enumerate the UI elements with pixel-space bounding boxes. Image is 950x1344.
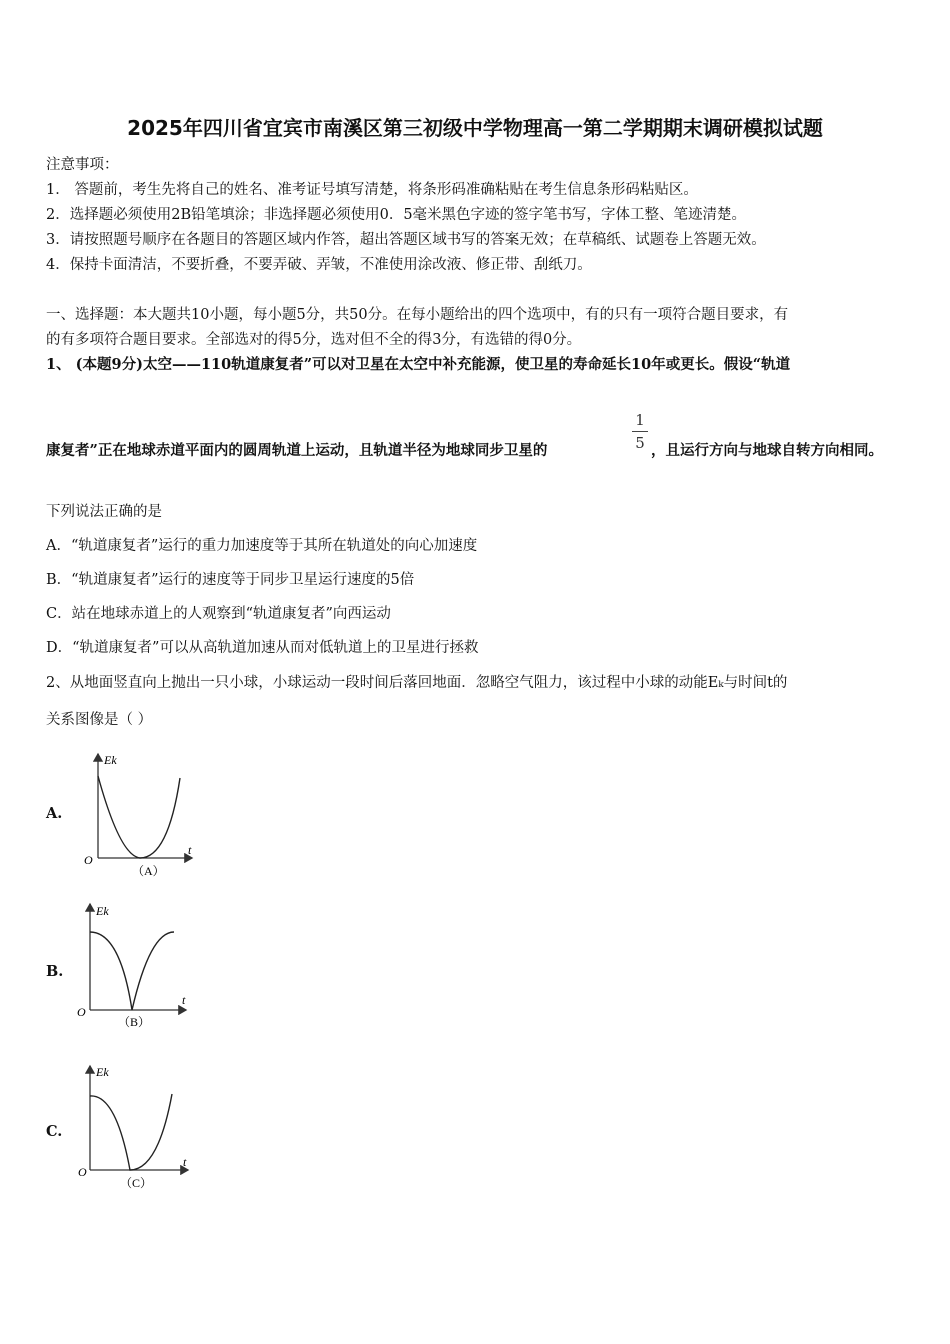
graph-b: [74, 898, 194, 1034]
curve-b: [90, 932, 174, 1010]
y-axis-label: Ek: [96, 904, 109, 918]
question-1-stem: 下列说法正确的是: [46, 504, 162, 520]
y-axis-label: Ek: [96, 1065, 109, 1079]
option-b-label: B.: [46, 963, 64, 980]
notice-item-2: 2．选择题必须使用2B铅笔填涂；非选择题必须使用0．5毫米黑色字迹的签字笔书写，字体工整、笔迹清楚。: [46, 207, 747, 223]
fraction-one-fifth: [632, 410, 648, 453]
section-instructions-line-1: 一、选择题：本大题共10小题，每小题5分，共50分。在每小题给出的四个选项中，有的只有一项符合题目要求，有: [46, 307, 789, 323]
notice-item-3: 3．请按照题号顺序在各题目的答题区域内作答，超出答题区域书写的答案无效；在草稿纸、试题卷上答题无效。: [46, 232, 766, 248]
fraction-denominator: 5: [635, 434, 645, 452]
question-1-option-d: D．“轨道康复者”可以从高轨道加速从而对低轨道上的卫星进行拯救: [46, 640, 479, 656]
x-axis-label: t: [188, 843, 192, 857]
notice-item-4: 4．保持卡面清洁，不要折叠，不要弄破、弄皱，不准使用涂改液、修正带、刮纸刀。: [46, 257, 592, 273]
section-instructions-line-2: 的有多项符合题目要求。全部选对的得5分，选对但不全的得3分，有选错的得0分。: [46, 332, 582, 348]
origin-label: O: [77, 1005, 86, 1019]
notice-item-1: 1． 答题前，考生先将自己的姓名、准考证号填写清楚，将条形码准确粘贴在考生信息条形码粘贴区。: [46, 182, 698, 198]
question-1-option-a: A．“轨道康复者”运行的重力加速度等于其所在轨道处的向心加速度: [46, 538, 478, 554]
graph-c: [76, 1060, 196, 1196]
option-a-label: A.: [46, 805, 63, 822]
graph-caption: （C）: [120, 1176, 153, 1190]
curve-c: [90, 1094, 172, 1170]
curve-a: [98, 776, 180, 858]
question-2-line-2: 关系图像是（ ）: [46, 712, 153, 728]
fraction-bar: [632, 431, 648, 432]
page-title: 2025年四川省宜宾市南溪区第三初级中学物理高一第二学期期末调研模拟试题: [127, 116, 823, 140]
question-1-option-b: B．“轨道康复者”运行的速度等于同步卫星运行速度的5倍: [46, 572, 415, 588]
question-2-line-1: 2、从地面竖直向上抛出一只小球，小球运动一段时间后落回地面．忽略空气阻力，该过程中小球的动能Eₖ与时间t的: [46, 675, 788, 691]
question-1-line-2b: ，且运行方向与地球自转方向相同。: [651, 442, 883, 459]
x-axis-label: t: [183, 1155, 187, 1169]
graph-caption: （A）: [132, 864, 165, 878]
question-1-option-c: C．站在地球赤道上的人观察到“轨道康复者”向西运动: [46, 606, 391, 622]
notice-heading: 注意事项：: [46, 157, 119, 173]
x-axis-label: t: [182, 993, 186, 1007]
origin-label: O: [84, 853, 93, 867]
y-axis-label: Ek: [104, 753, 117, 767]
option-c-label: C.: [46, 1123, 63, 1140]
fraction-numerator: 1: [635, 411, 645, 429]
graph-caption: （B）: [118, 1015, 151, 1029]
question-1-line-1: 1、 (本题9分)太空——110轨道康复者”可以对卫星在太空中补充能源，使卫星的寿命延长10年或更长。假设“轨道: [46, 356, 791, 373]
graph-a: [80, 746, 200, 882]
question-1-line-2a: 康复者”正在地球赤道平面内的圆周轨道上运动，且轨道半径为地球同步卫星的: [46, 442, 548, 459]
origin-label: O: [78, 1165, 87, 1179]
